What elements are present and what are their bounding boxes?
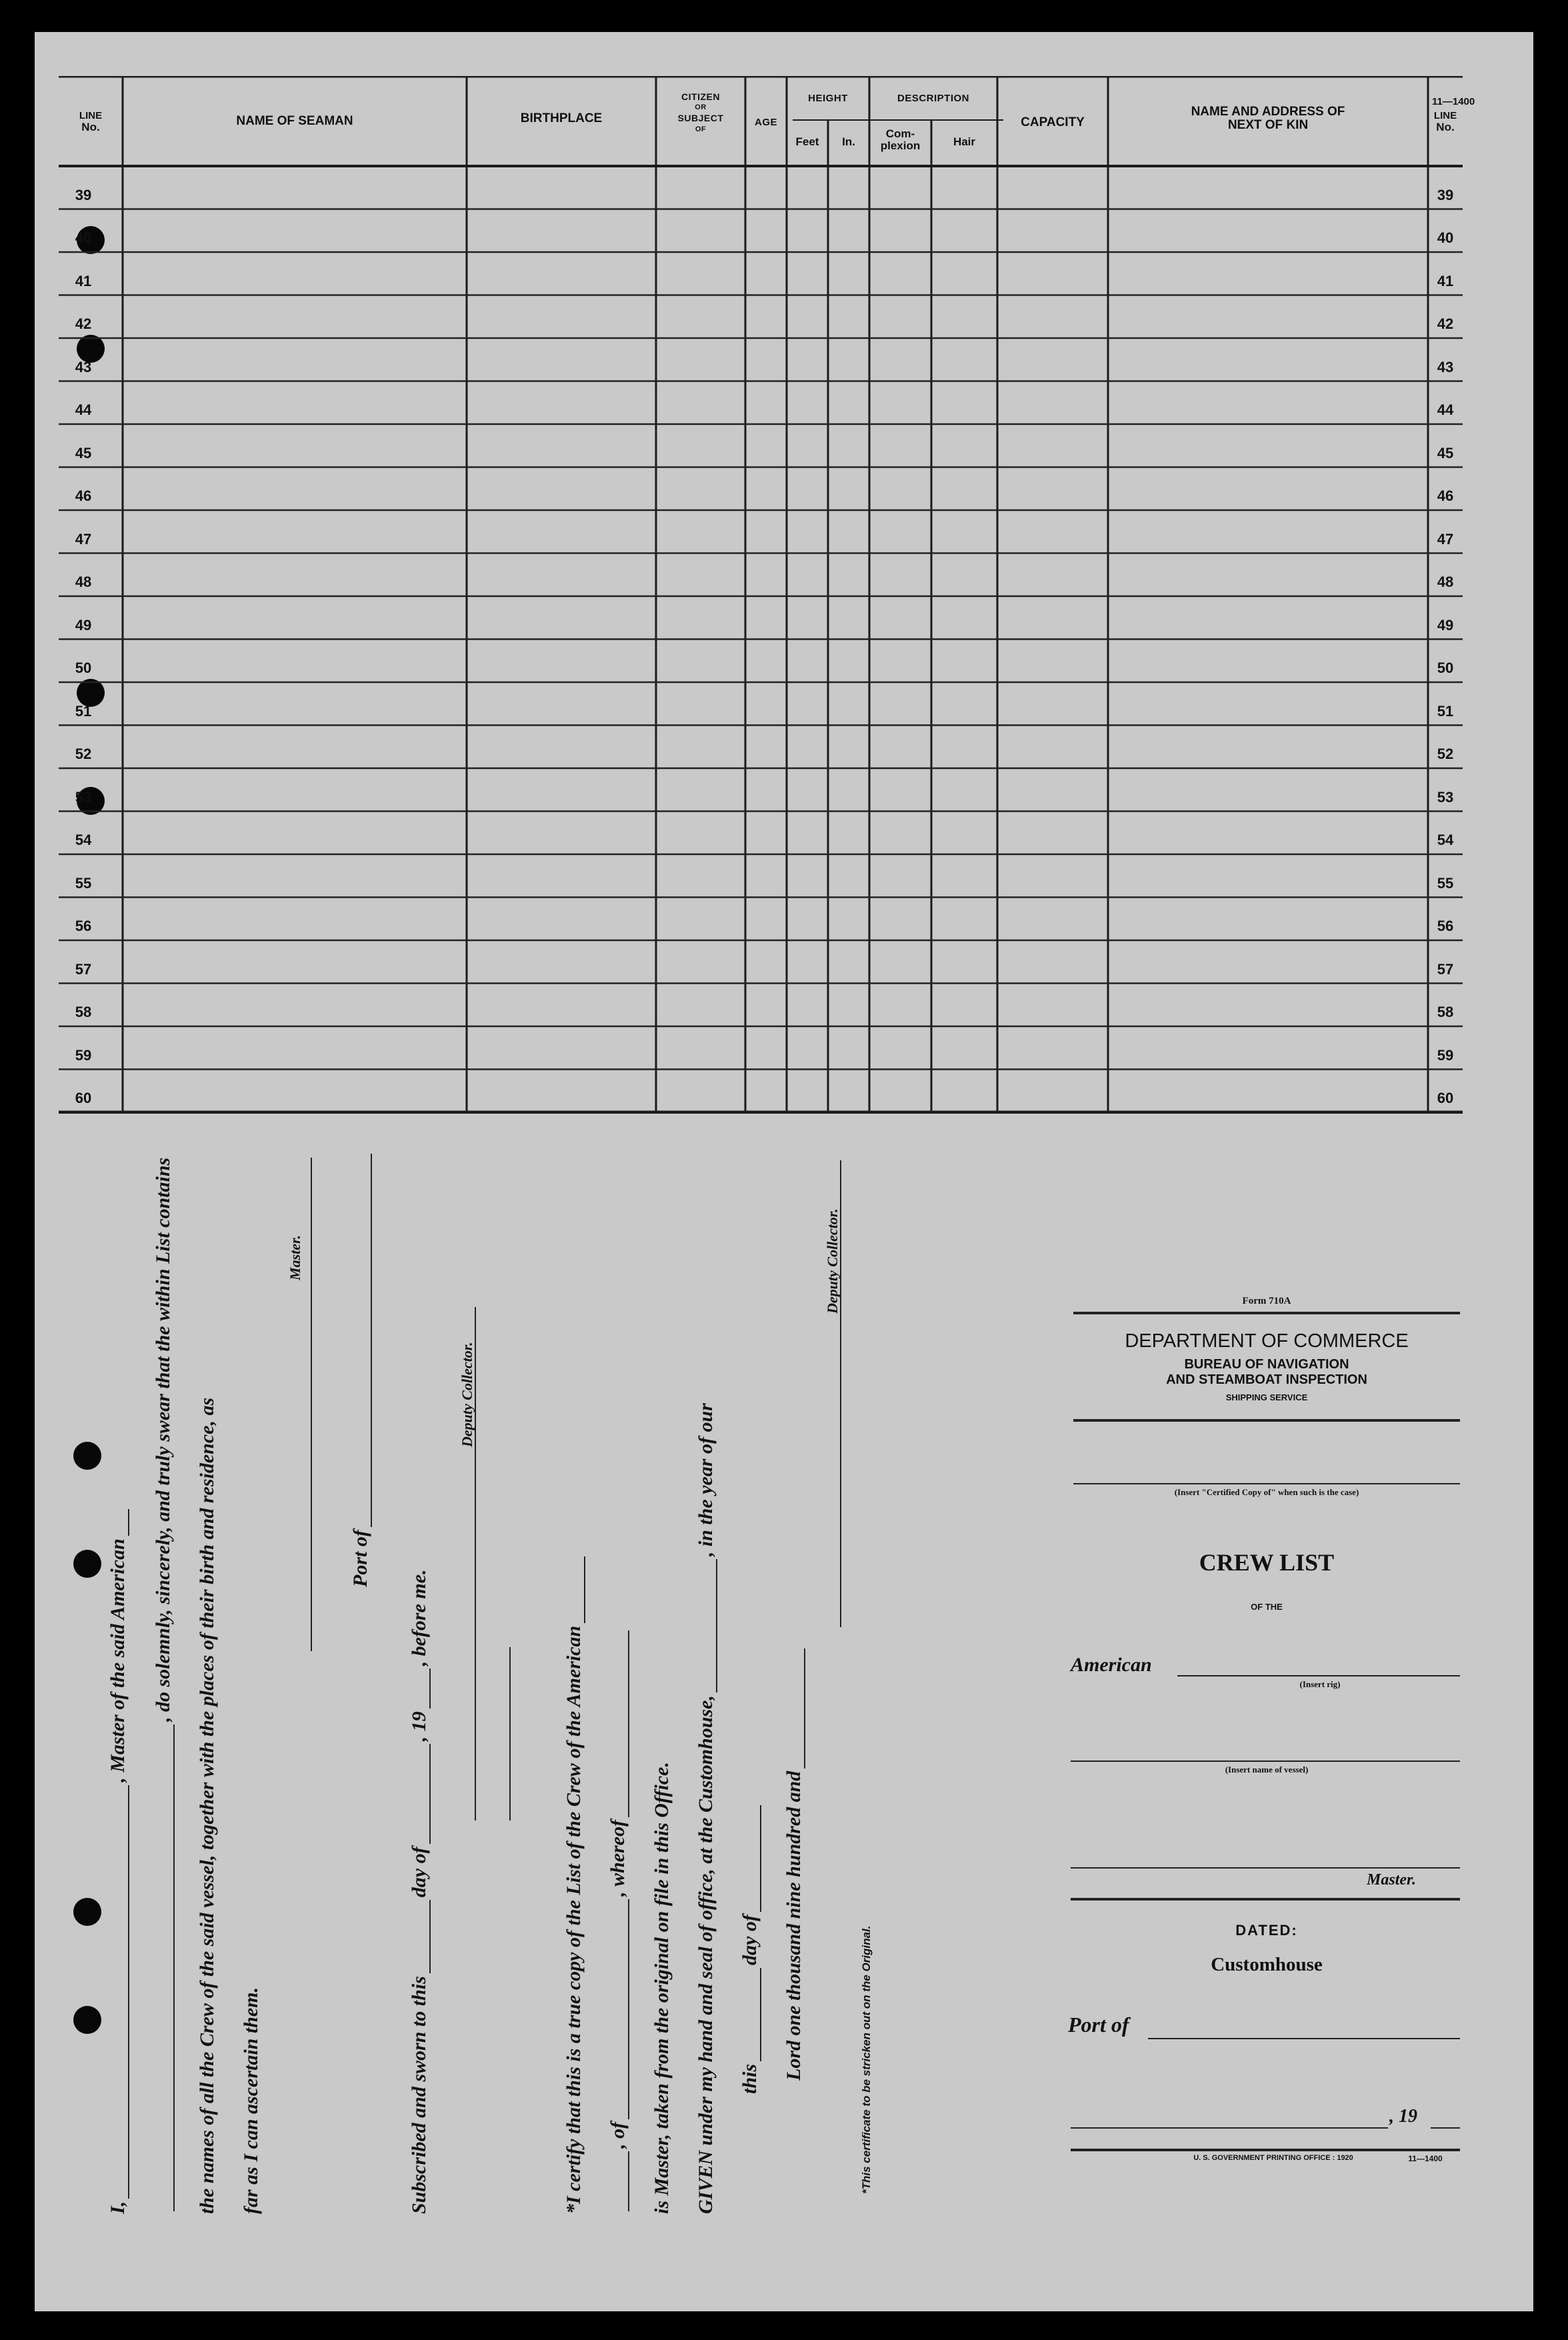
header-age: AGE bbox=[754, 117, 777, 128]
line-number-right: 40 bbox=[1437, 229, 1454, 246]
punch-hole bbox=[73, 1442, 101, 1470]
oath-line-1: I, , Master of the said American bbox=[107, 1506, 129, 2214]
certify-row-2: , of , whereof bbox=[607, 1628, 629, 2214]
lord-year-blank[interactable] bbox=[785, 1648, 805, 1769]
header-description: DESCRIPTION bbox=[897, 93, 969, 104]
header-height: HEIGHT bbox=[808, 93, 848, 104]
line-number-right: 55 bbox=[1437, 874, 1454, 892]
deputy-collector-label-1: Deputy Collector. bbox=[459, 1342, 475, 1447]
line-number-right: 52 bbox=[1437, 746, 1454, 762]
header-name-of-seaman: NAME OF SEAMAN bbox=[236, 114, 353, 128]
line-number-left: 46 bbox=[75, 487, 92, 504]
given-place-blank[interactable] bbox=[697, 1559, 717, 1692]
cover-code: 11—1400 bbox=[1408, 2154, 1443, 2163]
line-number-left: 50 bbox=[75, 660, 92, 676]
certified-copy-note: (Insert "Certified Copy of" when such is the case) bbox=[1174, 1487, 1359, 1497]
vessel-blank-2[interactable] bbox=[155, 1724, 175, 2211]
punch-hole bbox=[73, 2006, 101, 2034]
line-number-right: 51 bbox=[1437, 702, 1454, 720]
line-number-right: 43 bbox=[1437, 358, 1454, 375]
line-number-right: 59 bbox=[1437, 1046, 1454, 1064]
punch-hole bbox=[73, 1550, 101, 1578]
line-number-left: 48 bbox=[75, 573, 92, 590]
of-the-label: OF THE bbox=[1251, 1602, 1283, 1612]
header-feet: Feet bbox=[795, 135, 819, 148]
line-number-left: 43 bbox=[75, 358, 92, 375]
line-number-left: 51 bbox=[75, 702, 92, 720]
subscribed-row: Subscribed and sworn to this day of , 19 , before me. bbox=[408, 1569, 430, 2214]
header-hair: Hair bbox=[953, 135, 976, 148]
master-cover-label: Master. bbox=[1367, 1871, 1417, 1889]
customhouse-label: Customhouse bbox=[1211, 1954, 1323, 1975]
certify-master-blank[interactable] bbox=[609, 1630, 629, 1817]
this-month-blank[interactable] bbox=[741, 1805, 761, 1912]
line-number-right: 41 bbox=[1437, 272, 1454, 289]
certify-vessel-blank-2[interactable] bbox=[609, 2151, 629, 2211]
year-prefix: , 19 bbox=[1389, 2106, 1417, 2127]
cover-bottom-rule bbox=[1071, 2149, 1460, 2151]
rig-line[interactable] bbox=[1177, 1675, 1460, 1676]
line-number-right: 58 bbox=[1437, 1004, 1454, 1020]
line-number-right: 60 bbox=[1437, 1090, 1454, 1106]
line-number-right: 49 bbox=[1437, 616, 1454, 634]
lord-row: Lord one thousand nine hundred and bbox=[783, 1646, 805, 2214]
line-number-left: 55 bbox=[75, 874, 92, 892]
bureau-line-2: AND STEAMBOAT INSPECTION bbox=[1166, 1372, 1367, 1387]
line-number-left: 57 bbox=[75, 960, 92, 978]
line-number-left: 39 bbox=[75, 186, 92, 203]
line-number-left: 58 bbox=[75, 1004, 92, 1020]
line-number-right: 42 bbox=[1437, 315, 1454, 332]
line-number-left: 54 bbox=[75, 832, 92, 848]
insert-vessel-note: (Insert name of vessel) bbox=[1225, 1765, 1309, 1775]
master-signature-line[interactable] bbox=[311, 1158, 312, 1651]
insert-rig-note: (Insert rig) bbox=[1299, 1679, 1341, 1689]
department: DEPARTMENT OF COMMERCE bbox=[1125, 1330, 1409, 1352]
dated-label: DATED: bbox=[1235, 1922, 1298, 1939]
footnote: *This certificate to be stricken out on the Original. bbox=[860, 1925, 873, 2194]
master-label: Master. bbox=[287, 1235, 303, 1280]
port-of-row: Port of bbox=[349, 1151, 372, 1587]
oath-section bbox=[107, 1080, 947, 2214]
certify-row-3: is Master, taken from the original on file in this Office. bbox=[651, 1762, 673, 2214]
certify-port-blank[interactable] bbox=[609, 1899, 629, 2119]
subscribed-month-blank[interactable] bbox=[411, 1744, 431, 1844]
bureau-line-1: BUREAU OF NAVIGATION bbox=[1184, 1357, 1349, 1372]
header-capacity: CAPACITY bbox=[1021, 115, 1085, 129]
date-line[interactable] bbox=[1071, 2127, 1388, 2129]
line-number-left: 60 bbox=[75, 1090, 92, 1106]
this-day-row: this day of bbox=[739, 1803, 761, 2214]
form-code-top: 11—1400 bbox=[1432, 96, 1475, 107]
vessel-name-line[interactable] bbox=[1071, 1761, 1460, 1762]
line-number-right: 56 bbox=[1437, 918, 1454, 934]
port-of-cover-label: Port of bbox=[1068, 2013, 1129, 2037]
header-citizen: CITIZEN OR SUBJECT OF bbox=[677, 91, 724, 133]
shipping-service: SHIPPING SERVICE bbox=[1225, 1392, 1308, 1402]
certify-row-1: *I certify that this is a true copy of the List of the Crew of the American bbox=[563, 1554, 585, 2214]
line-number-left: 44 bbox=[75, 401, 92, 418]
header-birthplace: BIRTHPLACE bbox=[520, 111, 603, 125]
certify-vessel-blank[interactable] bbox=[565, 1556, 585, 1623]
line-number-right: 44 bbox=[1437, 401, 1454, 418]
oath-line-2: , do solemnly, sincerely, and truly swear that the within List contains bbox=[152, 1158, 175, 2214]
line-number-right: 54 bbox=[1437, 832, 1454, 848]
line-number-left: 56 bbox=[75, 918, 92, 934]
line-number-left: 47 bbox=[75, 530, 92, 547]
line-number-left: 49 bbox=[75, 616, 92, 634]
line-number-left: 52 bbox=[75, 746, 92, 762]
cover-rule-3 bbox=[1071, 1898, 1460, 1901]
year-line[interactable] bbox=[1431, 2127, 1460, 2129]
header-line-no-left: LINE No. bbox=[79, 110, 103, 133]
given-row: GIVEN under my hand and seal of office, at the Customhouse, , in the year of our bbox=[695, 1403, 717, 2214]
header-next-of-kin: NAME AND ADDRESS OF NEXT OF KIN bbox=[1191, 105, 1345, 132]
cover-top-rule bbox=[1073, 1312, 1460, 1314]
oath-line-3: the names of all the Crew of the said vessel, together with the places of their birth and residence, as bbox=[196, 1397, 218, 2214]
punch-hole bbox=[73, 1898, 101, 1926]
line-number-right: 47 bbox=[1437, 530, 1454, 547]
master-line[interactable] bbox=[1071, 1867, 1460, 1869]
table-rules bbox=[59, 76, 1463, 1114]
header-complexion: Com- plexion bbox=[880, 127, 921, 152]
printing-office: U. S. GOVERNMENT PRINTING OFFICE : 1920 bbox=[1193, 2154, 1353, 2162]
header-line-no-right: LINE No. bbox=[1433, 110, 1457, 133]
line-number-right: 57 bbox=[1437, 960, 1454, 978]
line-number-left: 53 bbox=[75, 788, 92, 806]
deputy-collector-label-2: Deputy Collector. bbox=[824, 1208, 841, 1314]
form-number: Form 710A bbox=[1242, 1296, 1291, 1306]
line-number-right: 48 bbox=[1437, 573, 1454, 590]
this-day-blank[interactable] bbox=[741, 1968, 761, 2061]
master-name-blank[interactable] bbox=[109, 1785, 129, 2199]
line-number-right: 45 bbox=[1437, 444, 1454, 461]
line-number-left: 41 bbox=[75, 272, 92, 289]
line-number-right: 46 bbox=[1437, 487, 1454, 504]
line-number-right: 39 bbox=[1437, 186, 1454, 203]
header-inches: In. bbox=[842, 135, 855, 148]
oath-line-4: far as I can ascertain them. bbox=[240, 1987, 262, 2214]
subscribed-year-blank[interactable] bbox=[411, 1668, 431, 1708]
crew-list-title: CREW LIST bbox=[1199, 1549, 1335, 1576]
line-number-left: 42 bbox=[75, 315, 92, 332]
line-number-left: 59 bbox=[75, 1046, 92, 1064]
american-label: American bbox=[1071, 1654, 1152, 1676]
certified-copy-line[interactable] bbox=[1073, 1483, 1460, 1484]
port-of-cover-line[interactable] bbox=[1148, 2038, 1460, 2039]
port-of-blank[interactable] bbox=[352, 1154, 372, 1527]
line-number-left: 40 bbox=[75, 229, 92, 246]
deputy-seal-line[interactable] bbox=[509, 1647, 511, 1821]
subscribed-day-blank[interactable] bbox=[411, 1900, 431, 1973]
vessel-name-blank[interactable] bbox=[109, 1509, 129, 1536]
line-number-right: 50 bbox=[1437, 660, 1454, 676]
line-number-right: 53 bbox=[1437, 788, 1454, 806]
crew-table bbox=[59, 76, 1463, 1114]
line-number-left: 45 bbox=[75, 444, 92, 461]
cover-rule-2 bbox=[1073, 1419, 1460, 1422]
